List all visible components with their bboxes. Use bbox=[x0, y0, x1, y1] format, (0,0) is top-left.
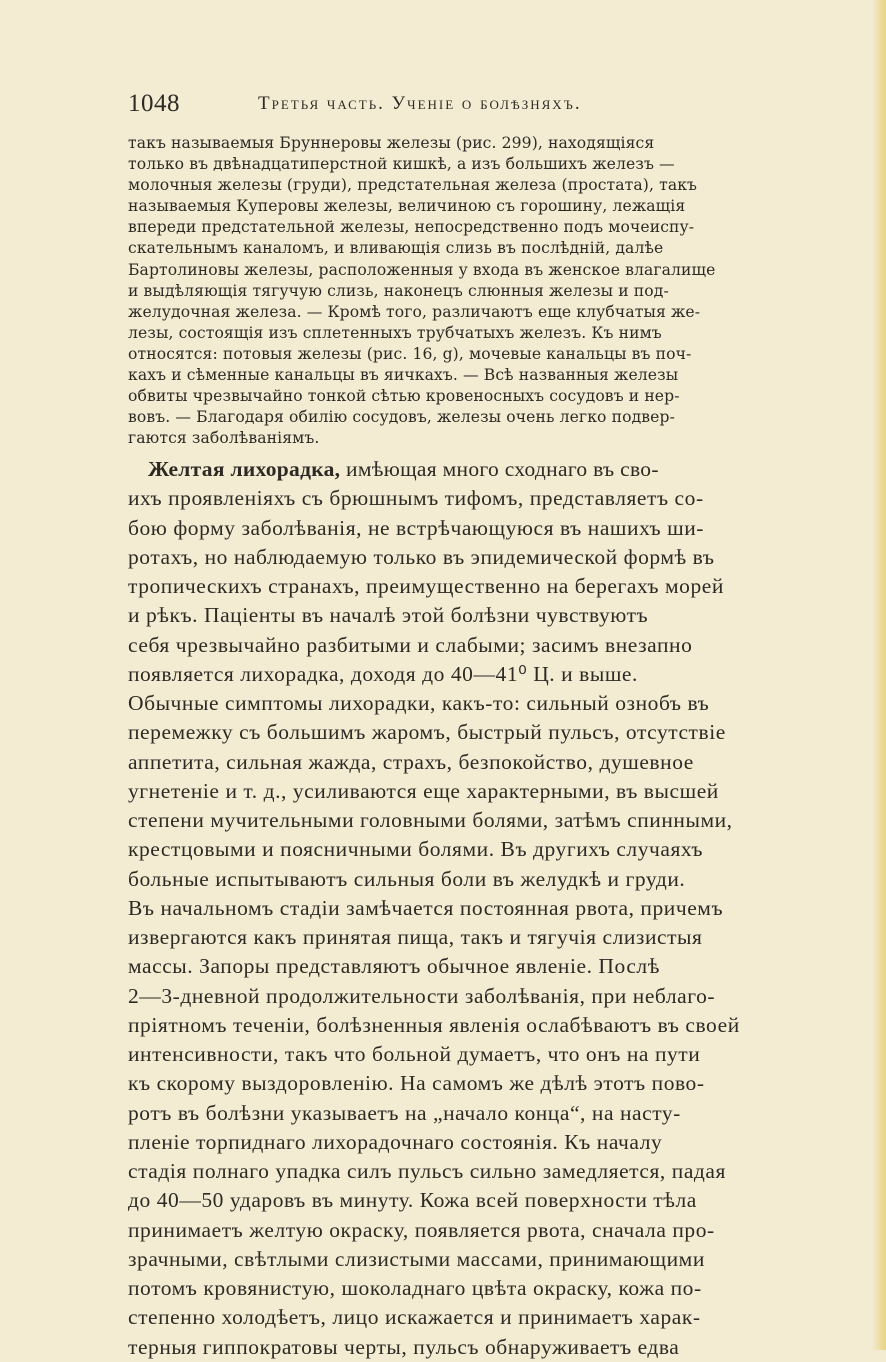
text-line: извергаются какъ принятая пища, такъ и тягучія слизистыя bbox=[128, 925, 703, 949]
text-line: появляется лихорадка, доходя до 40—41⁰ Ц. и выше. bbox=[128, 661, 638, 686]
page-number: 1048 bbox=[128, 90, 180, 117]
text-line: пленіе торпиднаго лихорадочнаго состоянія. Къ началу bbox=[128, 1129, 663, 1154]
text-line: и выдѣляющія тягучую слизь, наконецъ слюнныя железы и под- bbox=[128, 281, 669, 300]
text-line: впереди предстательной железы, непосредственно подъ мочеиспу- bbox=[128, 218, 695, 237]
text-line: ротъ въ болѣзни указываетъ на „начало конца“, на насту- bbox=[128, 1100, 681, 1125]
text-line: зрачными, свѣтлыми слизистыми массами, принимающими bbox=[128, 1246, 705, 1271]
text-line: обвиты чрезвычайно тонкой сѣтью кровеносныхъ сосудовъ и нер- bbox=[128, 387, 680, 406]
text-line: степени мучительными головными болями, затѣмъ спинными, bbox=[128, 808, 733, 832]
text-line: къ скорому выздоровленію. На самомъ же дѣлѣ этотъ пово- bbox=[128, 1071, 705, 1096]
text-line: только въ двѣнадцатиперстной кишкѣ, а изъ большихъ железъ — bbox=[128, 155, 675, 174]
text-line: степенно холодѣетъ, лицо искажается и принимаетъ харак- bbox=[128, 1305, 701, 1330]
text-line: стадія полнаго упадка силъ пульсъ сильно замедляется, падая bbox=[128, 1159, 726, 1183]
text-line: перемежку съ большимъ жаромъ, быстрый пульсъ, отсутствіе bbox=[128, 720, 726, 745]
text-line: интенсивности, такъ что больной думаетъ, что онъ на пути bbox=[128, 1042, 701, 1066]
text-line: аппетита, сильная жажда, страхъ, безпокойство, душевное bbox=[128, 749, 694, 774]
text-line: принимаетъ желтую окраску, появляется рвота, сначала про- bbox=[128, 1217, 715, 1242]
text-line: угнетеніе и т. д., усиливаются еще характерными, въ высшей bbox=[128, 778, 719, 803]
paragraph-yellow-fever bbox=[128, 455, 768, 1362]
text-line: бою форму заболѣванія, не встрѣчающуюся въ нашихъ ши- bbox=[128, 515, 705, 540]
text-line: ротахъ, но наблюдаемую только въ эпидемической формѣ въ bbox=[128, 544, 715, 569]
text-line-rest: имѣющая много сходнаго въ сво- bbox=[340, 457, 659, 481]
text-line: 2—3-дневной продолжительности заболѣванія, при неблаго- bbox=[128, 983, 716, 1008]
text-line: Обычные симптомы лихорадки, какъ-то: сильный ознобъ въ bbox=[128, 691, 710, 715]
text-line: лезы, состоящія изъ сплетенныхъ трубчатыхъ железъ. Къ нимъ bbox=[128, 323, 662, 342]
article-term: Желтая лихорадка, bbox=[148, 457, 341, 481]
text-line: называемыя Куперовы железы, величиною съ горошину, лежащія bbox=[128, 197, 686, 216]
text-line: такъ называемыя Бруннеровы железы (рис. 299), находящіяся bbox=[128, 134, 655, 152]
text-line: Бартолиновы железы, расположенныя у входа въ женское влагалище bbox=[128, 260, 716, 279]
text-line: больные испытываютъ сильныя боли въ желудкѣ и груди. bbox=[128, 866, 686, 891]
text-line: до 40—50 ударовъ въ минуту. Кожа всей поверхности тѣла bbox=[128, 1188, 697, 1213]
text-line: молочныя железы (груди), предстательная железа (простата), такъ bbox=[128, 176, 698, 195]
text-line: вовъ. — Благодаря обилію сосудовъ, железы очень легко подвер- bbox=[128, 408, 675, 427]
text-line: крестцовыми и поясничными болями. Въ другихъ случаяхъ bbox=[128, 837, 704, 862]
running-title: Третья часть. Ученіе о болѣзняхъ. bbox=[258, 93, 582, 114]
text-line: желудочная железа. — Кромѣ того, различаютъ еще клубчатыя же- bbox=[128, 302, 701, 321]
text-line: себя чрезвычайно разбитыми и слабыми; засимъ внезапно bbox=[128, 632, 693, 657]
text-line: массы. Запоры представляютъ обычное явленіе. Послѣ bbox=[128, 954, 660, 979]
text-line: потомъ кровянистую, шоколаднаго цвѣта окраску, кожа по- bbox=[128, 1276, 702, 1300]
text-line: ихъ проявленіяхъ съ брюшнымъ тифомъ, представляетъ со- bbox=[128, 486, 704, 511]
page-edge-shading bbox=[872, 0, 886, 1350]
text-line: кахъ и сѣменные канальцы въ яичкахъ. — Всѣ названныя железы bbox=[128, 366, 679, 385]
text-line: и рѣкъ. Паціенты въ началѣ этой болѣзни чувствуютъ bbox=[128, 603, 649, 628]
text-line: Въ начальномъ стадіи замѣчается постоянная рвота, причемъ bbox=[128, 895, 724, 920]
paragraph-glands bbox=[128, 133, 768, 449]
text-line: относятся: потовыя железы (рис. 16, g), мочевые канальцы въ поч- bbox=[128, 344, 692, 363]
text-line: тропическихъ странахъ, преимущественно на берегахъ морей bbox=[128, 574, 724, 598]
text-line: терныя гиппократовы черты, пульсъ обнаруживаетъ едва bbox=[128, 1334, 680, 1359]
text-line bbox=[128, 455, 768, 484]
text-line: гаются заболѣваніямъ. bbox=[128, 429, 320, 448]
text-line: скательнымъ каналомъ, и вливающія слизь въ послѣдній, далѣе bbox=[128, 239, 664, 258]
page-header bbox=[128, 90, 768, 120]
text-line: пріятномъ теченіи, болѣзненныя явленія ослабѣваютъ въ своей bbox=[128, 1012, 740, 1037]
